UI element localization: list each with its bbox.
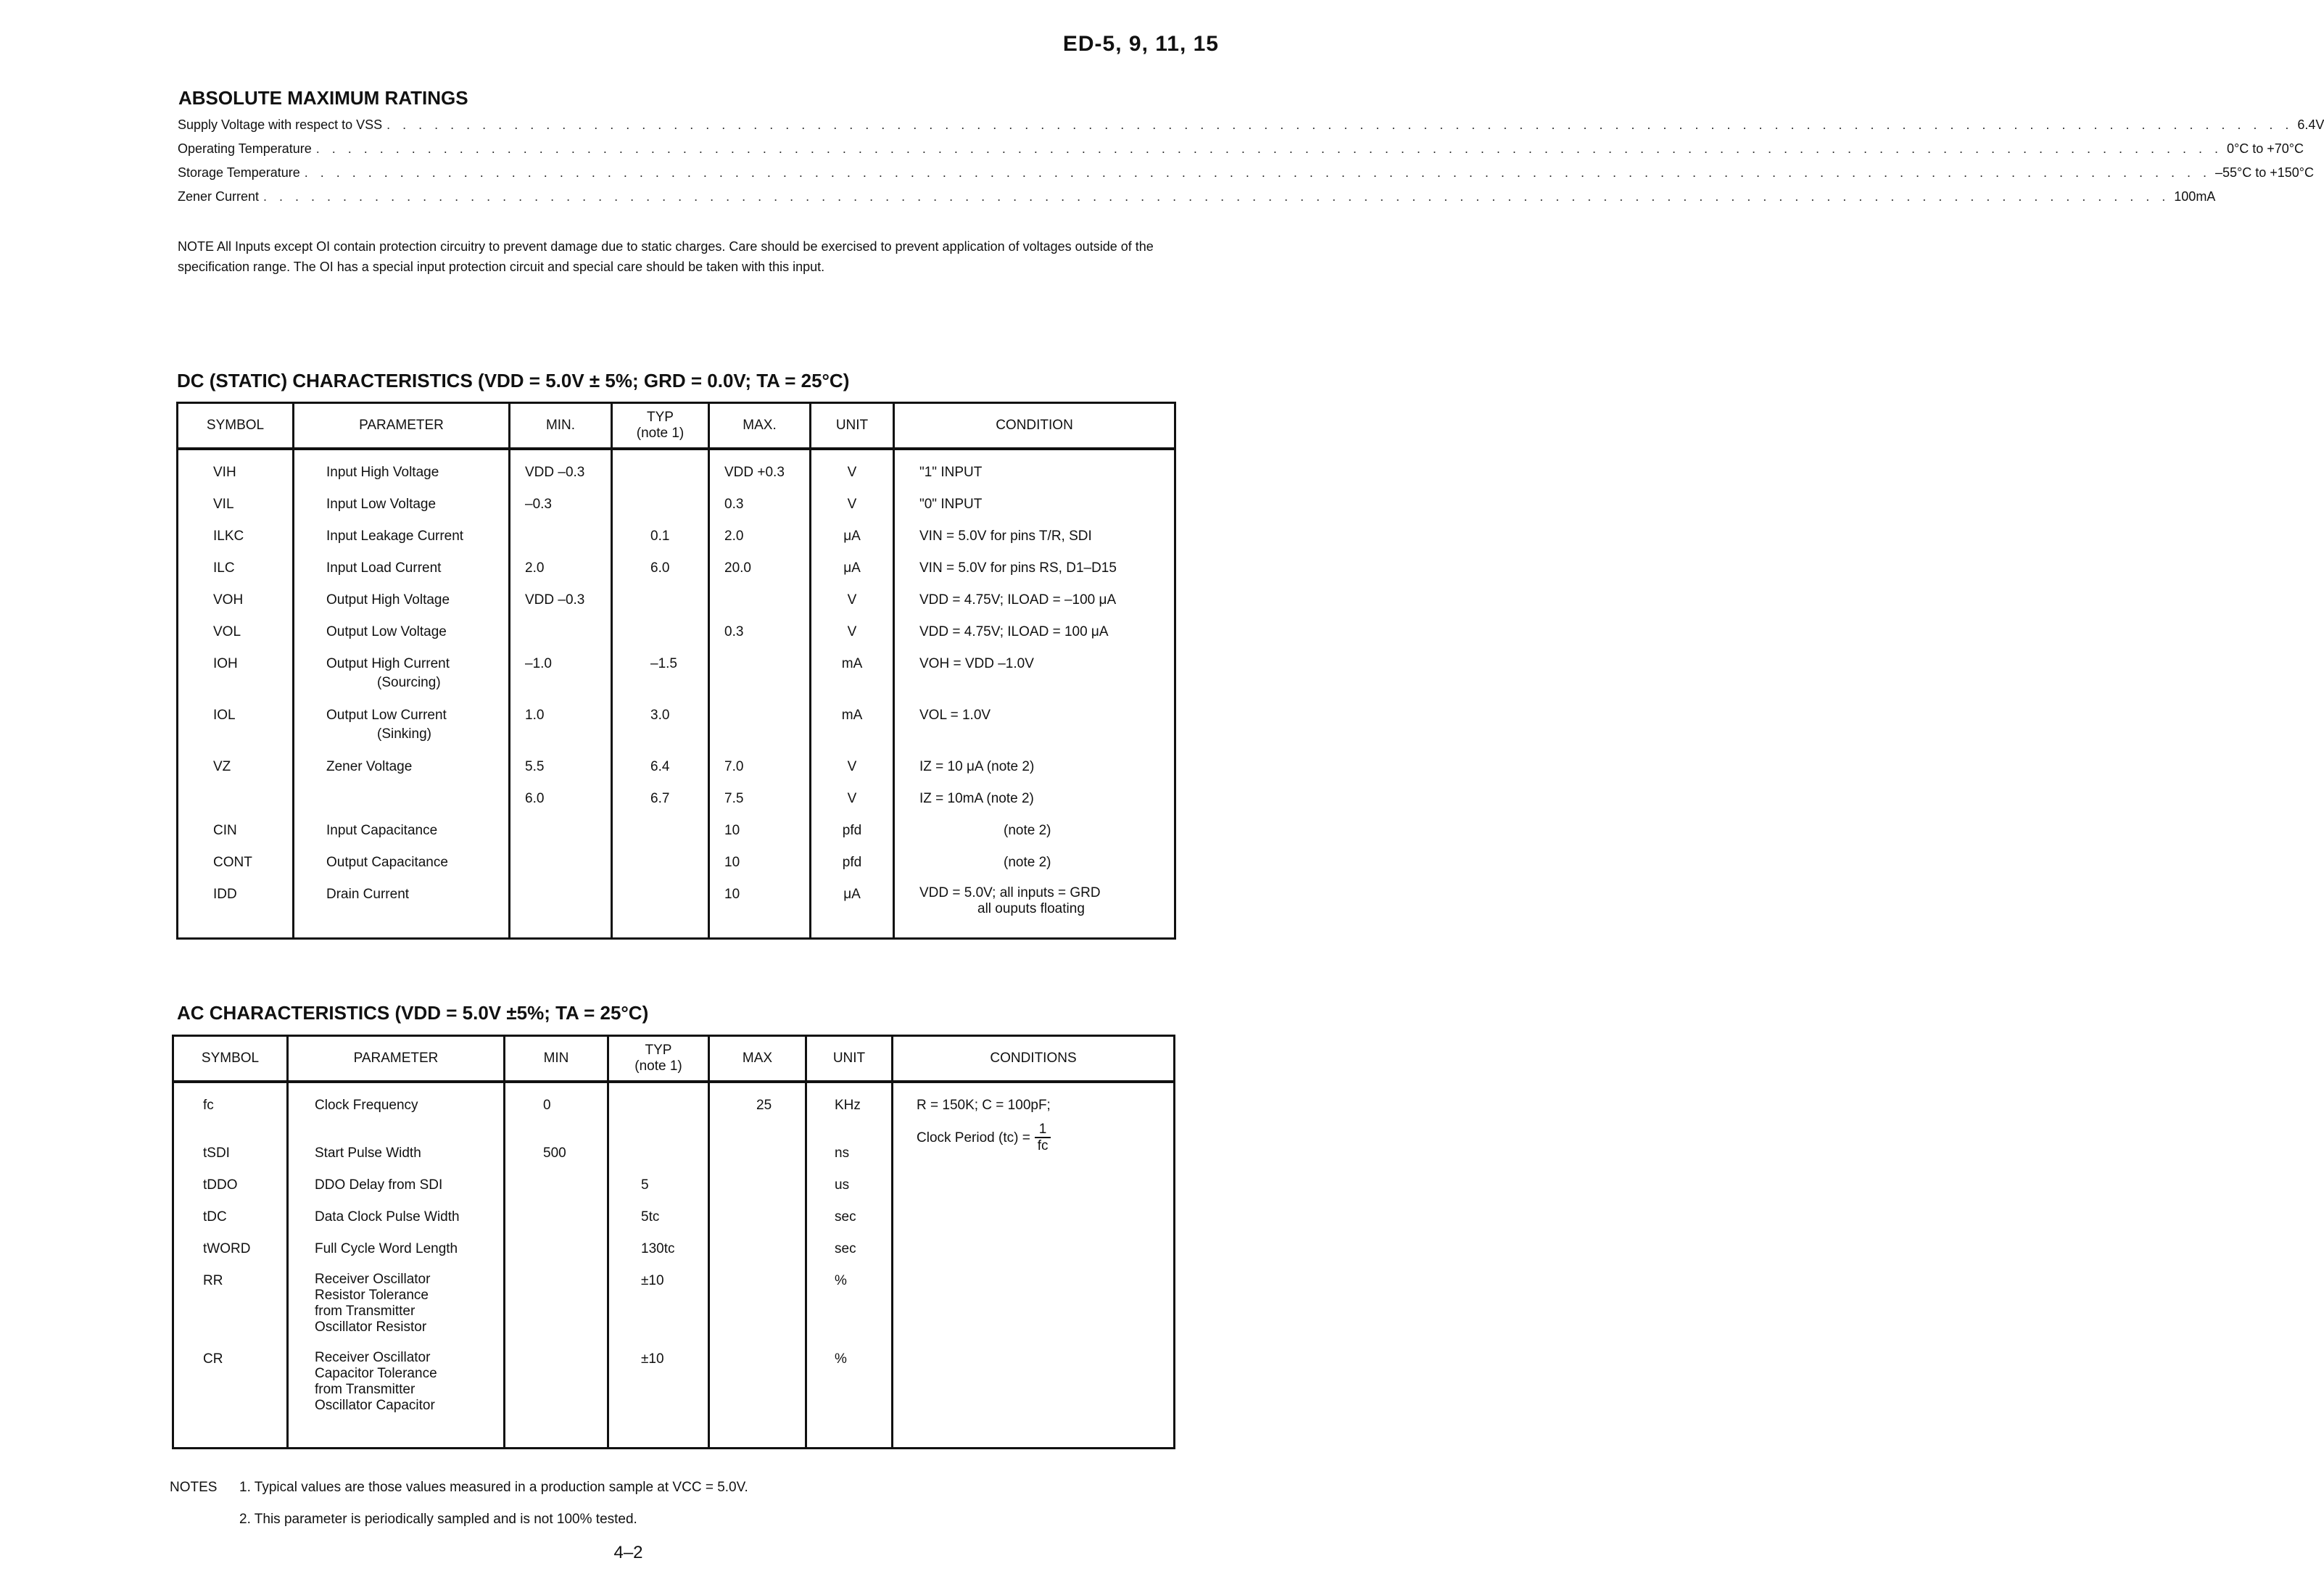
ac-title [177,1002,648,1024]
dc-unit-cell: pfd [842,855,862,870]
dc-min-cell: –0.3 [525,497,552,512]
ac-header-unit: UNIT [806,1036,893,1082]
dc-parameter-cell [294,655,508,706]
ac-unit-cell: sec [835,1209,856,1225]
dc-min-cell [510,527,611,559]
rating-row [178,165,2314,189]
dc-typ-cell: 6.0 [650,560,670,576]
dc-symbol-cell: ILKC [213,529,244,544]
dc-max-cell [710,706,809,758]
ac-title-conditions: (VDD = 5.0V ±5%; TA = 25°C) [394,1002,649,1024]
ac-unit-cell: us [835,1177,850,1193]
ac-max-cell [710,1272,805,1350]
ac-min-column [505,1082,608,1448]
ac-min-cell [505,1208,607,1240]
dc-condition-line-2: all ouputs floating [977,901,1085,916]
dc-parameter-cell: Input Capacitance [326,823,438,838]
dc-parameter-cell [294,790,508,821]
dc-condition-cell: "1" INPUT [919,465,983,480]
dc-symbol-cell: VIL [213,497,234,512]
dc-min-cell: 1.0 [525,708,545,723]
dc-header-row [178,403,1175,450]
ac-parameter-cell: Full Cycle Word Length [315,1241,458,1256]
ac-max-column [709,1082,806,1448]
dc-typ-cell: 6.7 [650,791,670,806]
dc-condition-cell: VDD = 4.75V; ILOAD = –100 μA [919,592,1117,608]
ac-typ-cell: 5 [641,1177,649,1193]
clock-period-numerator: 1 [1035,1122,1051,1138]
dc-parameter-line-2: (Sourcing) [377,675,441,690]
ac-unit-cell: ns [835,1146,850,1161]
rating-label: Supply Voltage with respect to VSS [178,117,383,132]
ac-symbol-cell: tSDI [203,1146,230,1161]
dot-leader: . . . . . . . . . . . . . . . . . . . . . . . . . . . . . . . . . . . . . . . . . . . . . . . . . . . . . . . . . . . . . . . . . . . . . . . . . . . . . . . . . . . . . . . . . . . . . . . . . . . . . . . . . . . . . . . . . . . . . . . . [315,141,2223,156]
dc-min-cell [510,821,611,853]
dc-condition-cell: VIN = 5.0V for pins RS, D1–D15 [919,560,1117,576]
ac-unit-cell: KHz [835,1098,861,1113]
dc-unit-cell: V [847,759,857,774]
dc-typ-cell: –1.5 [650,656,677,671]
dc-typ-cell [613,821,708,853]
dc-condition-cell: (note 2) [1004,855,1051,870]
ac-unit-column [806,1082,893,1448]
rating-value: 6.4V [2297,117,2324,132]
dc-typ-cell [613,885,708,937]
ac-max-cell: 25 [756,1098,772,1113]
dc-title [177,370,849,392]
dc-unit-cell: V [847,497,857,512]
ac-symbol-cell: CR [203,1351,223,1367]
dc-max-cell: 7.5 [724,791,744,806]
dc-condition-cell: "0" INPUT [919,497,983,512]
dc-max-cell [710,591,809,623]
dc-min-cell: 2.0 [525,560,545,576]
dc-unit-cell: μA [843,560,861,576]
rating-value: 0°C to +70°C [2227,141,2304,156]
dc-unit-cell: V [847,465,857,480]
rating-value: 100mA [2174,189,2216,204]
rating-label: Zener Current [178,189,260,204]
dc-typ-cell [613,853,708,885]
dc-parameter-line-1: Output High Current [326,656,450,671]
ac-header-min: MIN [505,1036,608,1082]
abs-max-note: NOTE All Inputs except OI contain protection circuitry to prevent damage due to static charges. Care should be exercised to prevent application of voltages outside of the specification range. The OI has a special input protection circuit and special care should be taken with this input. [178,239,1154,274]
ac-parameter-cell: Receiver Oscillator Capacitor Tolerance from Transmitter Oscillator Capacitor [315,1350,437,1413]
dc-typ-cell: 0.1 [650,529,670,544]
rating-label: Operating Temperature [178,141,312,156]
dc-condition-line-1: VDD = 5.0V; all inputs = GRD [919,885,1101,900]
dc-condition-cell: IZ = 10 μA (note 2) [919,759,1035,774]
dc-unit-cell: pfd [842,823,862,838]
ac-unit-cell: sec [835,1241,856,1256]
ac-header-conditions: CONDITIONS [893,1036,1175,1082]
ac-header-parameter: PARAMETER [288,1036,505,1082]
dc-characteristics-table [176,402,1176,940]
dc-unit-cell: V [847,624,857,639]
ac-header-row [173,1036,1175,1082]
ac-unit-cell: % [835,1273,847,1288]
ac-min-cell [505,1350,607,1428]
dc-max-column [709,449,811,938]
dc-condition-cell: VOL = 1.0V [919,708,991,723]
dc-parameter-cell: Input Low Voltage [326,497,437,512]
dc-typ-cell [613,591,708,623]
ac-characteristics-table [172,1035,1175,1449]
dc-header-typ-note: (note 1) [636,426,685,441]
dc-parameter-line-2: (Sinking) [377,726,431,742]
ac-parameter-cell: DDO Delay from SDI [315,1177,443,1193]
ac-parameter-cell: Clock Frequency [315,1098,418,1113]
ac-max-cell [710,1144,805,1176]
dc-parameter-cell: Input High Voltage [326,465,439,480]
page-number: 4–2 [613,1543,643,1562]
dc-condition-cell: (note 2) [1004,823,1051,838]
dc-symbol-cell: VZ [213,759,231,774]
dc-parameter-column [294,449,510,938]
dc-parameter-cell: Zener Voltage [326,759,413,774]
ac-parameter-cell: Start Pulse Width [315,1146,421,1161]
ac-typ-cell: 130tc [641,1241,675,1256]
dc-min-cell [510,885,611,937]
dc-unit-cell: mA [841,656,863,671]
dot-leader: . . . . . . . . . . . . . . . . . . . . . . . . . . . . . . . . . . . . . . . . . . . . . . . . . . . . . . . . . . . . . . . . . . . . . . . . . . . . . . . . . . . . . . . . . . . . . . . . . . . . . . . . . . . . . . . . . . . . . . . . [263,189,2170,204]
dc-max-cell: 2.0 [724,529,744,544]
dc-max-cell: 10 [724,887,740,902]
dc-header-condition: CONDITION [894,403,1175,450]
ac-condition-rc: R = 150K; C = 100pF; [917,1098,1051,1113]
ac-symbol-cell: RR [203,1273,223,1288]
rating-label: Storage Temperature [178,165,300,180]
dc-symbol-column [178,449,294,938]
dc-symbol-cell: IOH [213,656,238,671]
ac-max-cell [710,1176,805,1208]
ac-min-cell [505,1176,607,1208]
ac-typ-column [608,1082,709,1448]
dot-leader: . . . . . . . . . . . . . . . . . . . . . . . . . . . . . . . . . . . . . . . . . . . . . . . . . . . . . . . . . . . . . . . . . . . . . . . . . . . . . . . . . . . . . . . . . . . . . . . . . . . . . . . . . . . . . . . . . . . . . . . . [386,117,2294,132]
dc-header-parameter: PARAMETER [294,403,510,450]
ac-symbol-cell: tWORD [203,1241,251,1256]
ac-header-typ: TYP (note 1) [608,1036,709,1082]
ac-max-cell [710,1208,805,1240]
rating-row [178,117,2324,141]
ac-typ-cell: ±10 [641,1273,664,1288]
dc-max-cell: 10 [724,823,740,838]
ac-typ-cell: ±10 [641,1351,664,1367]
clock-period-denominator: fc [1037,1138,1049,1153]
dc-unit-cell: V [847,791,857,806]
note-2: 2. This parameter is periodically sampled and is not 100% tested. [239,1512,637,1527]
dc-symbol-cell: CONT [213,855,252,870]
dc-parameter-cell: Input Leakage Current [326,529,464,544]
dc-typ-cell [613,623,708,655]
dc-symbol-cell: CIN [213,823,237,838]
ac-symbol-cell: fc [203,1098,214,1113]
dc-max-cell: 10 [724,855,740,870]
dc-title-main: DC (STATIC) CHARACTERISTICS [177,370,473,392]
ac-symbol-column [173,1082,288,1448]
dc-header-min: MIN. [510,403,612,450]
abs-max-ratings-list [178,117,2324,213]
dc-condition-cell: VOH = VDD –1.0V [919,656,1034,671]
ac-min-cell [505,1240,607,1272]
dc-typ-cell: 3.0 [650,708,670,723]
dc-min-cell: –1.0 [525,656,552,671]
ac-typ-cell [609,1096,708,1144]
dc-max-cell: VDD +0.3 [724,465,785,480]
dc-max-cell: 20.0 [724,560,751,576]
dc-parameter-cell [294,706,508,758]
dc-parameter-line-1: Output Low Current [326,708,447,723]
dc-header-symbol: SYMBOL [178,403,294,450]
ac-header-max: MAX [709,1036,806,1082]
ac-body [173,1082,1175,1448]
dc-min-cell [510,623,611,655]
dc-symbol-cell [178,790,292,821]
ac-typ-cell [609,1144,708,1176]
dc-min-cell [510,853,611,885]
dc-max-cell: 0.3 [724,497,744,512]
ac-parameter-cell: Receiver Oscillator Resistor Tolerance from Transmitter Oscillator Resistor [315,1272,431,1335]
dc-header-typ: TYP (note 1) [612,403,709,450]
dc-parameter-cell: Input Load Current [326,560,442,576]
ac-min-cell: 500 [543,1146,566,1161]
dc-typ-cell: 6.4 [650,759,670,774]
dc-unit-cell: mA [841,708,863,723]
dc-parameter-cell: Output Low Voltage [326,624,447,639]
dc-condition-cell: VIN = 5.0V for pins T/R, SDI [919,529,1092,544]
ac-conditions-column [893,1082,1175,1448]
rating-row [178,141,2304,165]
dc-min-cell: VDD –0.3 [525,465,585,480]
ac-parameter-column [288,1082,505,1448]
dc-body [178,449,1175,938]
dc-symbol-cell: IDD [213,887,237,902]
dc-min-cell: 6.0 [525,791,545,806]
ac-symbol-cell: tDC [203,1209,227,1225]
dc-header-max: MAX. [709,403,811,450]
dc-min-cell: VDD –0.3 [525,592,585,608]
ac-max-cell [710,1240,805,1272]
dc-unit-cell: V [847,592,857,608]
notes-section [170,1472,748,1536]
dc-parameter-cell: Output Capacitance [326,855,448,870]
dc-typ-cell [613,495,708,527]
dc-typ-cell [613,463,708,495]
dc-condition-cell: IZ = 10mA (note 2) [919,791,1034,806]
dc-max-cell: 0.3 [724,624,744,639]
clock-period-fraction [1035,1122,1051,1154]
dc-unit-cell: μA [843,529,861,544]
dc-min-cell: 5.5 [525,759,545,774]
dc-symbol-cell: ILC [213,560,235,576]
dc-header-unit: UNIT [811,403,894,450]
ac-typ-cell: 5tc [641,1209,660,1225]
ac-header-symbol: SYMBOL [173,1036,288,1082]
dc-symbol-cell: VIH [213,465,236,480]
dc-symbol-cell: IOL [213,708,236,723]
rating-row [178,189,2216,213]
dc-parameter-cell: Drain Current [326,887,410,902]
ac-min-cell [505,1272,607,1350]
notes-label: NOTES [170,1480,218,1495]
dc-parameter-cell: Output High Voltage [326,592,450,608]
dc-unit-cell: μA [843,887,861,902]
ac-header-typ-note: (note 1) [634,1058,682,1074]
dc-condition-cell: VDD = 4.75V; ILOAD = 100 μA [919,624,1109,639]
ac-min-cell: 0 [543,1098,551,1113]
rating-value: –55°C to +150°C [2215,165,2314,180]
dc-symbol-cell: VOH [213,592,244,608]
dc-symbol-cell: VOL [213,624,241,639]
dc-condition-column [894,449,1175,938]
note-1: NOTES 1. Typical values are those values measured in a production sample at VCC = 5.0V. [170,1472,748,1504]
dc-min-column [510,449,612,938]
ac-parameter-cell: Data Clock Pulse Width [315,1209,460,1225]
dc-title-conditions: (VDD = 5.0V ± 5%; GRD = 0.0V; TA = 25°C) [478,370,850,392]
dc-max-cell [710,655,809,706]
ac-unit-cell: % [835,1351,847,1367]
ac-max-cell [710,1350,805,1428]
ac-symbol-cell: tDDO [203,1177,238,1193]
abs-max-title: ABSOLUTE MAXIMUM RATINGS [178,87,468,109]
dc-condition-cell [895,885,1174,937]
ac-condition-clock-period [893,1122,1173,1154]
document-code: ED-5, 9, 11, 15 [1062,32,1219,56]
clock-period-label: Clock Period (tc) = [917,1130,1030,1146]
dc-max-cell: 7.0 [724,759,744,774]
ac-title-main: AC CHARACTERISTICS [177,1002,390,1024]
dc-unit-column [811,449,894,938]
dot-leader: . . . . . . . . . . . . . . . . . . . . . . . . . . . . . . . . . . . . . . . . . . . . . . . . . . . . . . . . . . . . . . . . . . . . . . . . . . . . . . . . . . . . . . . . . . . . . . . . . . . . . . . . . . . . . . . . . . . . . . . . [304,165,2212,180]
dc-typ-column [612,449,709,938]
